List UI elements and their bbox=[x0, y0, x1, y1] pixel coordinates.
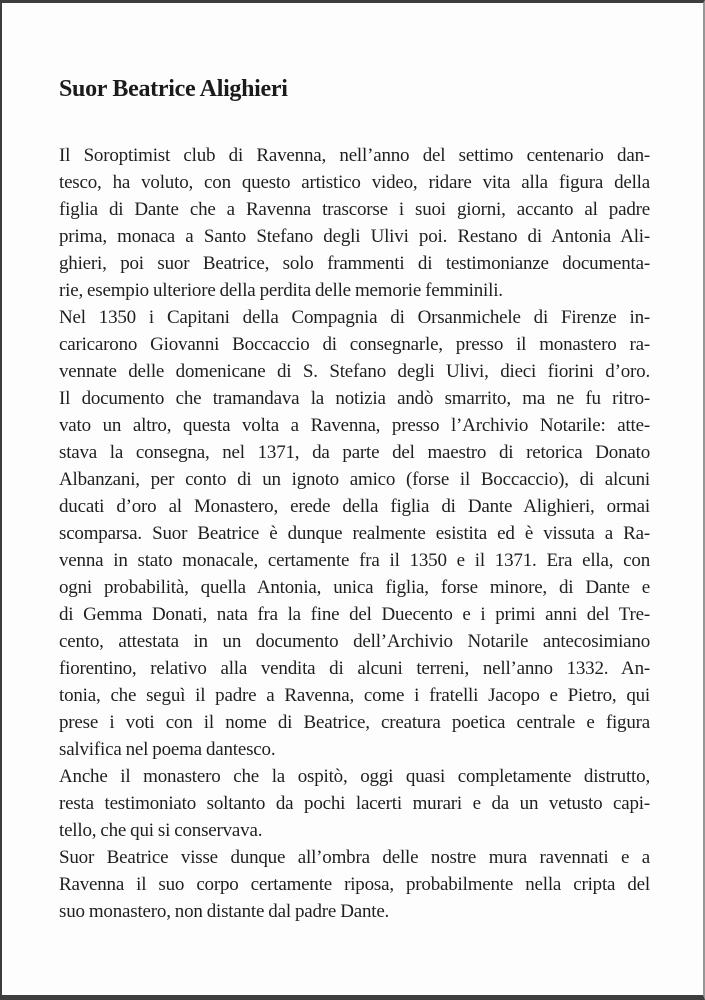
text-line: vato un altro, questa volta a Ravenna, presso l’Archivio Notarile: atte- bbox=[59, 415, 650, 436]
text-line: venna in stato monacale, certamente fra il 1350 e il 1371. Era ella, con bbox=[59, 550, 650, 571]
text-line: Suor Beatrice visse dunque all’ombra delle nostre mura ravennati e a bbox=[59, 847, 650, 868]
text-line: prima, monaca a Santo Stefano degli Ulivi poi. Restano di Antonia Ali- bbox=[59, 226, 650, 247]
text-line: ghieri, poi suor Beatrice, solo frammenti di testimonianze documenta- bbox=[59, 253, 650, 274]
text-line: Anche il monastero che la ospitò, oggi quasi completamente distrutto, bbox=[59, 766, 650, 787]
text-line: scomparsa. Suor Beatrice è dunque realmente esistita ed è vissuta a Ra- bbox=[59, 523, 650, 544]
text-line: tonia, che seguì il padre a Ravenna, come i fratelli Jacopo e Pietro, qui bbox=[59, 685, 650, 706]
text-line: ogni probabilità, quella Antonia, unica figlia, forse minore, di Dante e bbox=[59, 577, 650, 598]
body-text bbox=[59, 142, 650, 925]
text-line: suo monastero, non distante dal padre Dante. bbox=[59, 901, 390, 922]
text-line: figlia di Dante che a Ravenna trascorse i suoi giorni, accanto al padre bbox=[59, 199, 650, 220]
text-line: cento, attestata in un documento dell’Archivio Notarile antecosimiano bbox=[59, 631, 650, 652]
text-line: rie, esempio ulteriore della perdita delle memorie femminili. bbox=[59, 280, 503, 301]
text-line: salvifica nel poema dantesco. bbox=[59, 739, 276, 760]
text-line: resta testimoniato soltanto da pochi lacerti murari e da un vetusto capi- bbox=[59, 793, 650, 814]
text-line: di Gemma Donati, nata fra la fine del Duecento e i primi anni del Tre- bbox=[59, 604, 650, 625]
text-line: tesco, ha voluto, con questo artistico video, ridare vita alla figura della bbox=[59, 172, 650, 193]
text-line: tello, che qui si conservava. bbox=[59, 820, 263, 841]
text-line: prese i voti con il nome di Beatrice, creatura poetica centrale e figura bbox=[59, 712, 650, 733]
page-title: Suor Beatrice Alighieri bbox=[59, 76, 288, 103]
text-line: Ravenna il suo corpo certamente riposa, probabilmente nella cripta del bbox=[59, 874, 650, 895]
text-line: fiorentino, relativo alla vendita di alcuni terreni, nell’anno 1332. An- bbox=[59, 658, 650, 679]
text-line: ducati d’oro al Monastero, erede della figlia di Dante Alighieri, ormai bbox=[59, 496, 650, 517]
text-line: Il Soroptimist club di Ravenna, nell’anno del settimo centenario dan- bbox=[59, 145, 650, 166]
text-line: Albanzani, per conto di un ignoto amico (forse il Boccaccio), di alcuni bbox=[59, 469, 650, 490]
text-line: Il documento che tramandava la notizia andò smarrito, ma ne fu ritro- bbox=[59, 388, 650, 409]
text-line: stava la consegna, nel 1371, da parte del maestro di retorica Donato bbox=[59, 442, 650, 463]
text-line: vennate delle domenicane di S. Stefano degli Ulivi, dieci fiorini d’oro. bbox=[59, 361, 650, 382]
text-line: Nel 1350 i Capitani della Compagnia di Orsanmichele di Firenze in- bbox=[59, 307, 650, 328]
text-line: caricarono Giovanni Boccaccio di consegnarle, presso il monastero ra- bbox=[59, 334, 650, 355]
